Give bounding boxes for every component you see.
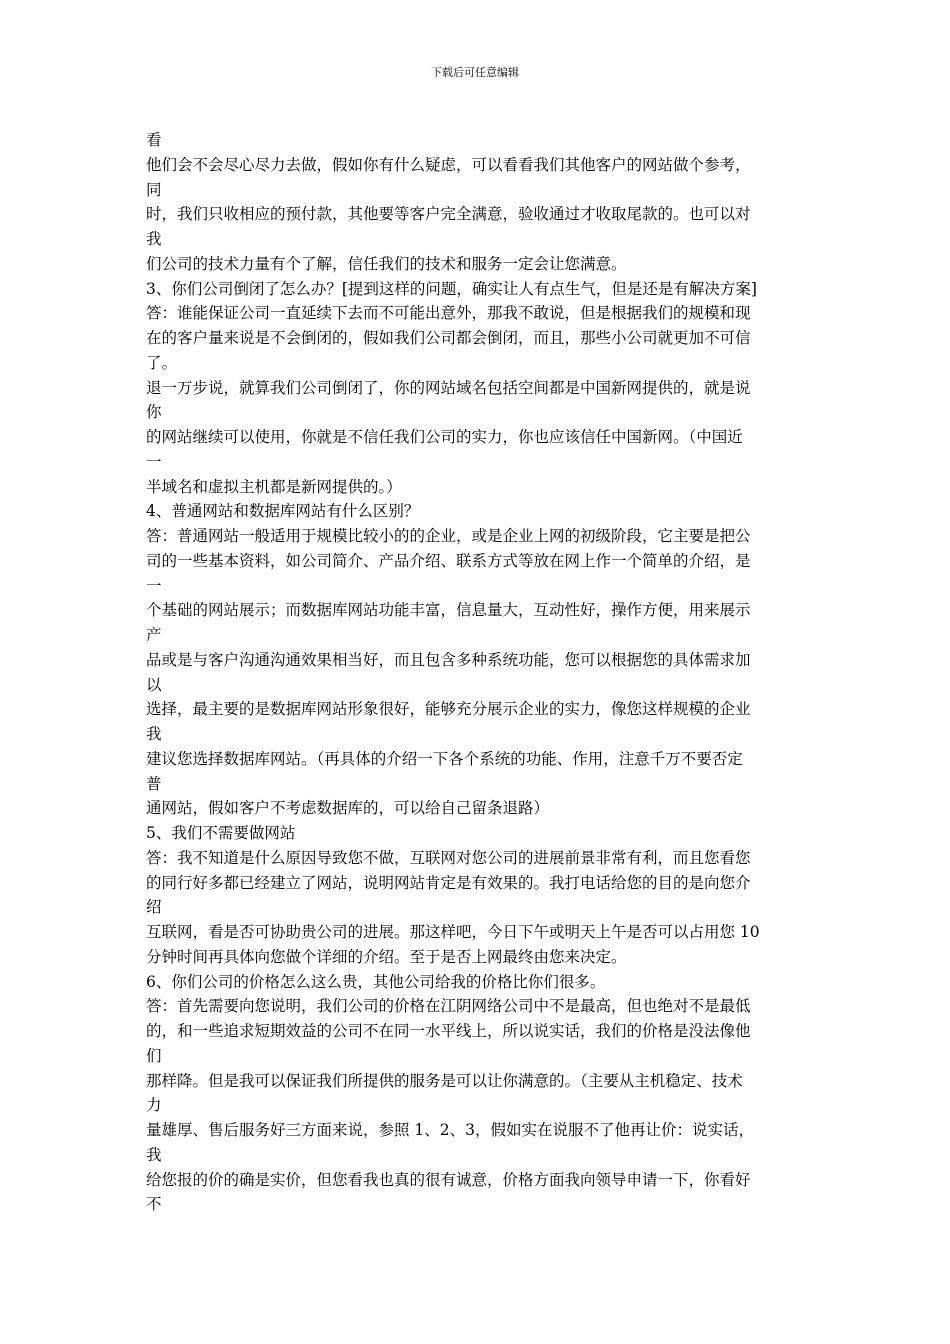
text-line: 我 <box>146 1145 162 1164</box>
text-line: 量雄厚、售后服务好三方面来说，参照 1、2、3，假如实在说服不了他再让价：说实话， <box>146 1121 755 1139</box>
text-line: 答：普通网站一般适用于规模比较小的的企业，或是企业上网的初级阶段，它主要是把公 <box>146 527 751 545</box>
text-line: 在的客户量来说是不会倒闭的，假如我们公司都会倒闭，而且，那些小公司就更加不可信 <box>146 329 751 347</box>
text-line: 答：首先需要向您说明，我们公司的价格在江阴网络公司中不是最高，但也绝对不是最低 <box>146 997 751 1016</box>
document-body <box>146 128 811 1217</box>
text-line: 个基础的网站展示；而数据库网站功能丰富，信息量大，互动性好，操作方便，用来展示 <box>146 601 751 620</box>
text-line: 我 <box>146 725 162 743</box>
text-line: 的同行好多都已经建立了网站，说明网站肯定是有效果的。我打电话给您的目的是向您介 <box>146 873 751 892</box>
text-line: 一 <box>146 576 162 595</box>
text-line: 5、我们不需要做网站 <box>146 824 296 842</box>
text-line: 半域名和虚拟主机都是新网提供的。） <box>146 477 402 496</box>
text-line: 建议您选择数据库网站。（再具体的介绍一下各个系统的功能、作用，注意千万不要否定 <box>146 749 743 768</box>
text-line: 一 <box>146 452 162 471</box>
text-line: 他们会不会尽心尽力去做，假如你有什么疑虑，可以看看我们其他客户的网站做个参考， <box>146 155 751 174</box>
text-line: 时，我们只收相应的预付款，其他要等客户完全满意，验收通过才收取尾款的。也可以对 <box>146 205 751 224</box>
text-line: 普 <box>146 774 162 793</box>
text-line: 我 <box>146 230 162 248</box>
page-header: 下载后可任意编辑 <box>431 66 519 79</box>
text-line: 3、你们公司倒闭了怎么办？[提到这样的问题，确实让人有点生气，但是还是有解决方案] <box>146 279 757 298</box>
text-line: 绍 <box>146 898 162 917</box>
text-line: 退一万步说，就算我们公司倒闭了，你的网站域名包括空间都是中国新网提供的，就是说 <box>146 378 751 397</box>
text-line: 答：谁能保证公司一直延续下去而不可能出意外，那我不敢说，但是根据我们的规模和现 <box>146 304 751 323</box>
text-line: 4、普通网站和数据库网站有什么区别？ <box>146 502 420 521</box>
text-line: 们 <box>146 1046 162 1065</box>
text-line: 的网站继续可以使用，你就是不信任我们公司的实力，你也应该信任中国新网。（中国近 <box>146 428 743 446</box>
text-line: 以 <box>146 675 162 694</box>
text-line: 不 <box>146 1195 162 1214</box>
text-line: 司的一些基本资料，如公司简介、产品介绍、联系方式等放在网上作一个简单的介绍，是 <box>146 551 751 570</box>
text-line: 答：我不知道是什么原因导致您不做，互联网对您公司的进展前景非常有利，而且您看您 <box>146 848 751 867</box>
text-line: 的，和一些追求短期效益的公司不在同一水平线上，所以说实话，我们的价格是没法像他 <box>146 1022 751 1040</box>
text-line: 给您报的价的确是实价，但您看我也真的很有诚意，价格方面我向领导申请一下，你看好 <box>146 1170 751 1189</box>
text-line: 通网站，假如客户不考虑数据库的，可以给自己留条退路） <box>146 799 550 818</box>
text-line: 你 <box>146 403 162 422</box>
text-line: 产 <box>146 626 162 644</box>
text-line: 那样降。但是我可以保证我们所提供的服务是可以让你满意的。（主要从主机稳定、技术 <box>146 1071 743 1090</box>
text-line: 6、你们公司的价格怎么这么贵，其他公司给我的价格比你们很多。 <box>146 972 606 991</box>
text-line: 看 <box>146 131 162 149</box>
text-line: 分钟时间再具体向您做个详细的介绍。至于是否上网最终由您来决定。 <box>146 947 627 966</box>
text-line: 力 <box>146 1096 162 1115</box>
text-line: 互联网，看是否可协助贵公司的进展。那这样吧，今日下午或明天上午是否可以占用您 10 <box>146 923 760 941</box>
text-line: 同 <box>146 180 162 199</box>
text-line: 选择，最主要的是数据库网站形象很好，能够充分展示企业的实力，像您这样规模的企业 <box>146 700 751 719</box>
text-line: 们公司的技术力量有个了解，信任我们的技术和服务一定会让您满意。 <box>146 254 627 273</box>
text-line: 品或是与客户沟通沟通效果相当好，而且包含多种系统功能，您可以根据您的具体需求加 <box>146 650 751 669</box>
text-line: 了。 <box>146 353 178 372</box>
